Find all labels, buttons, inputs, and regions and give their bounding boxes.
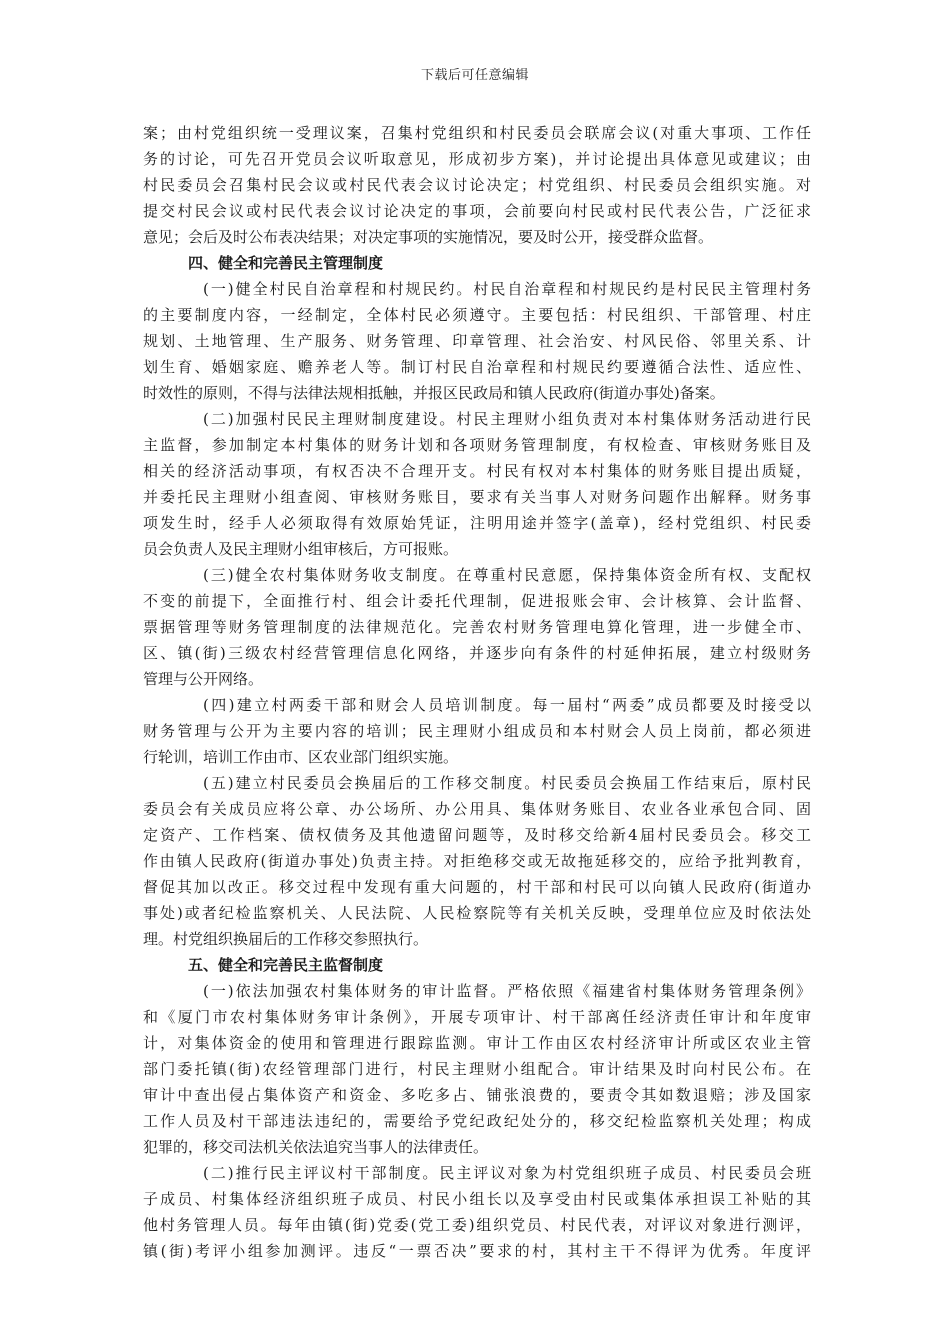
heading-text: 四、健全和完善民主管理制度 bbox=[188, 254, 384, 272]
text-line: 作由镇人民政府(街道办事处)负责主持。对拒绝移交或无故拖延移交的，应给予批判教育， bbox=[143, 852, 811, 870]
section-heading bbox=[143, 952, 811, 978]
text-line: 项发生时，经手人必须取得有效原始凭证，注明用途并签字(盖章)，经村党组织、村民委 bbox=[143, 514, 811, 532]
text-line: 委员会有关成员应将公章、办公场所、办公用具、集体财务账目、农业各业承包合同、固 bbox=[143, 800, 811, 818]
text-line: 他村务管理人员。每年由镇(街)党委(党工委)组织党员、村民代表，对评议对象进行测评， bbox=[143, 1216, 811, 1234]
text-line: (二)加强村民民主理财制度建设。村民主理财小组负责对本村集体财务活动进行民 bbox=[203, 410, 811, 428]
text-line: 不变的前提下，全面推行村、组会计委托代理制，促进报账会审、会计核算、会计监督、 bbox=[143, 592, 811, 610]
paragraph bbox=[143, 120, 811, 250]
paragraph bbox=[143, 276, 811, 406]
text-line: 子成员、村集体经济组织班子成员、村民小组长以及享受由村民或集体承担误工补贴的其 bbox=[143, 1190, 811, 1208]
heading-text: 五、健全和完善民主监督制度 bbox=[188, 956, 384, 974]
document-body bbox=[143, 120, 811, 1264]
text-line: (一)健全村民自治章程和村规民约。村民自治章程和村规民约是村民民主管理村务 bbox=[203, 280, 811, 298]
text-line: (五)建立村民委员会换届后的工作移交制度。村民委员会换届工作结束后，原村民 bbox=[203, 774, 811, 792]
text-line: 提交村民会议或村民代表会议讨论决定的事项，会前要向村民或村民代表公告，广泛征求 bbox=[143, 202, 811, 220]
text-line: 村民委员会召集村民会议或村民代表会议讨论决定；村党组织、村民委员会组织实施。对 bbox=[143, 176, 811, 194]
text-line: 理。村党组织换届后的工作移交参照执行。 bbox=[143, 930, 429, 948]
text-line: 划生育、婚姻家庭、赡养老人等。制订村民自治章程和村规民约要遵循合法性、适应性、 bbox=[143, 358, 811, 376]
text-line: 犯罪的，移交司法机关依法追究当事人的法律责任。 bbox=[143, 1138, 489, 1156]
text-line: 和《厦门市农村集体财务审计条例》，开展专项审计、村干部离任经济责任审计和年度审 bbox=[143, 1008, 811, 1026]
text-line: (一)依法加强农村集体财务的审计监督。严格依照《福建省村集体财务管理条例》 bbox=[203, 982, 811, 1000]
text-line: (四)建立村两委干部和财会人员培训制度。每一届村“两委”成员都要及时接受以 bbox=[203, 696, 811, 714]
page-header: 下载后可任意编辑 bbox=[420, 68, 529, 83]
text-line: 规划、土地管理、生产服务、财务管理、印章管理、社会治安、村风民俗、邻里关系、计 bbox=[143, 332, 811, 350]
text-line: 区、镇(街)三级农村经营管理信息化网络，并逐步向有条件的村延伸拓展，建立村级财务 bbox=[143, 644, 811, 662]
text-line: 部门委托镇(街)农经管理部门进行，村民主理财小组配合。审计结果及时向村民公布。在 bbox=[143, 1060, 811, 1078]
text-line: 的主要制度内容，一经制定，全体村民必须遵守。主要包括：村民组织、干部管理、村庄 bbox=[143, 306, 811, 324]
text-line: 审计中查出侵占集体资产和资金、多吃多占、铺张浪费的，要责令其如数退赔；涉及国家 bbox=[143, 1086, 811, 1104]
text-line: 事处)或者纪检监察机关、人民法院、人民检察院等有关机关反映，受理单位应及时依法处 bbox=[143, 904, 811, 922]
text-line: 镇(街)考评小组参加测评。违反“一票否决”要求的村，其村主干不得评为优秀。年度评 bbox=[143, 1242, 811, 1260]
text-line: 管理与公开网络。 bbox=[143, 670, 264, 688]
text-line: 工作人员及村干部违法违纪的，需要给予党纪政纪处分的，移交纪检监察机关处理；构成 bbox=[143, 1112, 811, 1130]
paragraph bbox=[143, 1160, 811, 1264]
paragraph bbox=[143, 978, 811, 1160]
text-line: 票据管理等财务管理制度的法律规范化。完善农村财务管理电算化管理，进一步健全市、 bbox=[143, 618, 811, 636]
text-line: 定资产、工作档案、债权债务及其他遗留问题等，及时移交给新4届村民委员会。移交工 bbox=[143, 826, 811, 844]
paragraph bbox=[143, 770, 811, 952]
text-line: 员会负责人及民主理财小组审核后，方可报账。 bbox=[143, 540, 459, 558]
paragraph bbox=[143, 562, 811, 692]
text-line: 并委托民主理财小组查阅、审核财务账目，要求有关当事人对财务问题作出解释。财务事 bbox=[143, 488, 811, 506]
text-line: (三)健全农村集体财务收支制度。在尊重村民意愿，保持集体资金所有权、支配权 bbox=[203, 566, 811, 584]
text-line: 务的讨论，可先召开党员会议听取意见，形成初步方案)，并讨论提出具体意见或建议；由 bbox=[143, 150, 811, 168]
text-line: 行轮训，培训工作由市、区农业部门组织实施。 bbox=[143, 748, 459, 766]
text-line: (二)推行民主评议村干部制度。民主评议对象为村党组织班子成员、村民委员会班 bbox=[203, 1164, 811, 1182]
text-line: 案；由村党组织统一受理议案，召集村党组织和村民委员会联席会议(对重大事项、工作任 bbox=[143, 124, 811, 142]
text-line: 财务管理与公开为主要内容的培训；民主理财小组成员和本村财会人员上岗前，都必须进 bbox=[143, 722, 811, 740]
text-line: 督促其加以改正。移交过程中发现有重大问题的，村干部和村民可以向镇人民政府(街道办 bbox=[143, 878, 811, 896]
text-line: 意见；会后及时公布表决结果；对决定事项的实施情况，要及时公开，接受群众监督。 bbox=[143, 228, 714, 246]
text-line: 时效性的原则，不得与法律法规相抵触，并报区民政局和镇人民政府(街道办事处)备案。 bbox=[143, 384, 725, 402]
text-line: 主监督，参加制定本村集体的财务计划和各项财务管理制度，有权检查、审核财务账目及 bbox=[143, 436, 811, 454]
paragraph bbox=[143, 406, 811, 562]
paragraph bbox=[143, 692, 811, 770]
text-line: 相关的经济活动事项，有权否决不合理开支。村民有权对本村集体的财务账目提出质疑， bbox=[143, 462, 811, 480]
text-line: 计，对集体资金的使用和管理进行跟踪监测。审计工作由区农村经济审计所或区农业主管 bbox=[143, 1034, 811, 1052]
section-heading bbox=[143, 250, 811, 276]
